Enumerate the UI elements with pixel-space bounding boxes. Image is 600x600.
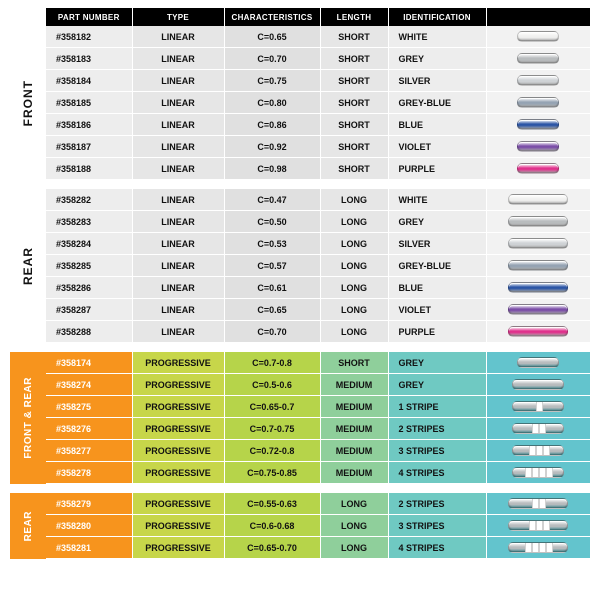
cell-identification: 3 STRIPES [388,515,486,537]
spring-stripe-icon [539,424,546,433]
cell-type: LINEAR [132,136,224,158]
cell-characteristics: C=0.86 [224,114,320,136]
cell-part-number: #358186 [46,114,132,136]
spring-swatch-icon [508,216,568,227]
cell-length: SHORT [320,26,388,48]
spring-swatch-icon [508,520,568,531]
cell-identification: WHITE [388,26,486,48]
spring-stripe-icon [525,543,532,552]
spring-swatch-icon [512,379,564,390]
group-side-label [10,26,46,180]
cell-identification: 4 STRIPES [388,462,486,484]
table-row [10,255,590,277]
cell-swatch [486,352,590,374]
spring-stripe-icon [536,521,543,530]
cell-characteristics: C=0.57 [224,255,320,277]
spring-swatch-icon [512,445,564,456]
cell-type: PROGRESSIVE [132,352,224,374]
spring-swatch-icon [517,31,559,42]
spring-stripe-icon [536,402,543,411]
spring-swatch-icon [517,53,559,64]
cell-identification: 1 STRIPE [388,396,486,418]
cell-length: MEDIUM [320,440,388,462]
cell-length: LONG [320,211,388,233]
group-side-label-box [10,352,46,484]
table-row [10,537,590,559]
table-row [10,418,590,440]
cell-length: MEDIUM [320,462,388,484]
spring-swatch-icon [508,194,568,205]
table-row [10,440,590,462]
cell-identification: BLUE [388,114,486,136]
spring-swatch-icon [512,401,564,412]
cell-characteristics: C=0.75 [224,70,320,92]
cell-type: PROGRESSIVE [132,374,224,396]
cell-type: PROGRESSIVE [132,493,224,515]
column-header-identification: IDENTIFICATION [388,8,486,26]
cell-part-number: #358187 [46,136,132,158]
cell-characteristics: C=0.47 [224,189,320,211]
cell-part-number: #358274 [46,374,132,396]
cell-characteristics: C=0.65 [224,299,320,321]
cell-swatch [486,321,590,343]
spring-swatch-icon [508,304,568,315]
cell-characteristics: C=0.72-0.8 [224,440,320,462]
spring-stripe-icon [546,468,553,477]
cell-swatch [486,440,590,462]
cell-length: LONG [320,493,388,515]
cell-length: MEDIUM [320,396,388,418]
table-header [10,8,590,26]
cell-type: LINEAR [132,211,224,233]
cell-length: LONG [320,233,388,255]
cell-characteristics: C=0.98 [224,158,320,180]
cell-length: LONG [320,299,388,321]
table-row [10,374,590,396]
cell-identification: SILVER [388,70,486,92]
cell-characteristics: C=0.65-0.70 [224,537,320,559]
table-row [10,462,590,484]
cell-type: PROGRESSIVE [132,462,224,484]
cell-part-number: #358285 [46,255,132,277]
cell-length: SHORT [320,352,388,374]
column-header-length: LENGTH [320,8,388,26]
cell-length: LONG [320,515,388,537]
cell-length: MEDIUM [320,374,388,396]
cell-type: LINEAR [132,255,224,277]
cell-characteristics: C=0.75-0.85 [224,462,320,484]
spring-swatch-icon [517,141,559,152]
cell-identification: GREY [388,374,486,396]
cell-length: LONG [320,255,388,277]
cell-part-number: #358276 [46,418,132,440]
spring-stripe-icon [525,468,532,477]
group-side-label-box [10,26,46,180]
spring-swatch-icon [517,357,559,368]
spring-swatch-icon [517,97,559,108]
cell-type: PROGRESSIVE [132,396,224,418]
group-side-label-box [10,189,46,343]
cell-characteristics: C=0.50 [224,211,320,233]
table-row [10,515,590,537]
cell-swatch [486,211,590,233]
cell-part-number: #358174 [46,352,132,374]
cell-swatch [486,515,590,537]
cell-part-number: #358278 [46,462,132,484]
cell-part-number: #358275 [46,396,132,418]
cell-length: LONG [320,277,388,299]
cell-identification: 4 STRIPES [388,537,486,559]
cell-identification: WHITE [388,189,486,211]
spring-stripe-icon [536,446,543,455]
cell-characteristics: C=0.70 [224,48,320,70]
cell-identification: BLUE [388,277,486,299]
cell-identification: 2 STRIPES [388,493,486,515]
cell-type: LINEAR [132,189,224,211]
cell-characteristics: C=0.92 [224,136,320,158]
group-spacer [10,343,590,353]
cell-part-number: #358283 [46,211,132,233]
table-row [10,299,590,321]
spring-swatch-icon [517,75,559,86]
cell-swatch [486,233,590,255]
cell-length: SHORT [320,158,388,180]
cell-type: PROGRESSIVE [132,515,224,537]
cell-identification: GREY-BLUE [388,255,486,277]
cell-characteristics: C=0.5-0.6 [224,374,320,396]
table-row [10,352,590,374]
cell-swatch [486,26,590,48]
cell-part-number: #358279 [46,493,132,515]
table-row [10,189,590,211]
group-spacer-cell [10,484,590,494]
cell-type: PROGRESSIVE [132,418,224,440]
cell-type: PROGRESSIVE [132,440,224,462]
cell-swatch [486,92,590,114]
spring-swatch-icon [508,542,568,553]
column-header-characteristics: CHARACTERISTICS [224,8,320,26]
cell-part-number: #358287 [46,299,132,321]
cell-swatch [486,70,590,92]
group-spacer [10,180,590,190]
cell-swatch [486,189,590,211]
cell-characteristics: C=0.7-0.75 [224,418,320,440]
cell-characteristics: C=0.61 [224,277,320,299]
cell-part-number: #358182 [46,26,132,48]
table-row [10,277,590,299]
cell-identification: SILVER [388,233,486,255]
spring-stripe-icon [532,468,539,477]
group-side-label [10,493,46,559]
spring-stripe-icon [539,468,546,477]
cell-type: LINEAR [132,321,224,343]
column-header-type: TYPE [132,8,224,26]
cell-characteristics: C=0.7-0.8 [224,352,320,374]
table-row [10,321,590,343]
cell-characteristics: C=0.6-0.68 [224,515,320,537]
cell-characteristics: C=0.80 [224,92,320,114]
cell-length: SHORT [320,48,388,70]
cell-swatch [486,493,590,515]
table-body [10,26,590,559]
cell-type: LINEAR [132,70,224,92]
cell-swatch [486,136,590,158]
table-row [10,396,590,418]
cell-identification: GREY [388,48,486,70]
spring-swatch-icon [508,282,568,293]
table-row [10,114,590,136]
group-spacer [10,484,590,494]
cell-part-number: #358286 [46,277,132,299]
table-row [10,92,590,114]
cell-type: LINEAR [132,277,224,299]
cell-length: SHORT [320,92,388,114]
cell-identification: GREY-BLUE [388,92,486,114]
table-row [10,211,590,233]
spring-stripe-icon [539,499,546,508]
cell-type: PROGRESSIVE [132,537,224,559]
spring-stripe-icon [543,446,550,455]
spring-stripe-icon [543,521,550,530]
spring-stripe-icon [532,499,539,508]
cell-identification: VIOLET [388,136,486,158]
cell-part-number: #358281 [46,537,132,559]
cell-swatch [486,418,590,440]
cell-part-number: #358280 [46,515,132,537]
spring-swatch-icon [508,326,568,337]
table-row [10,26,590,48]
cell-swatch [486,462,590,484]
cell-characteristics: C=0.65 [224,26,320,48]
cell-swatch [486,158,590,180]
cell-swatch [486,299,590,321]
cell-characteristics: C=0.55-0.63 [224,493,320,515]
cell-swatch [486,114,590,136]
cell-swatch [486,48,590,70]
spring-swatch-icon [508,498,568,509]
cell-swatch [486,374,590,396]
spring-spec-table [10,8,590,559]
group-side-label-text: FRONT [21,79,35,126]
cell-swatch [486,255,590,277]
spring-swatch-icon [517,119,559,130]
spring-stripe-icon [529,446,536,455]
cell-length: LONG [320,537,388,559]
cell-swatch [486,277,590,299]
cell-type: LINEAR [132,26,224,48]
table-row [10,233,590,255]
column-header-side [10,8,46,26]
table-row [10,493,590,515]
spring-swatch-icon [512,467,564,478]
group-side-label-text: REAR [21,246,35,285]
cell-swatch [486,537,590,559]
table-row [10,136,590,158]
cell-length: MEDIUM [320,418,388,440]
cell-identification: VIOLET [388,299,486,321]
group-side-label-text: REAR [22,510,34,541]
cell-identification: 2 STRIPES [388,418,486,440]
cell-part-number: #358288 [46,321,132,343]
column-header-swatch [486,8,590,26]
cell-characteristics: C=0.53 [224,233,320,255]
cell-characteristics: C=0.70 [224,321,320,343]
spring-swatch-icon [508,238,568,249]
cell-part-number: #358185 [46,92,132,114]
cell-length: SHORT [320,136,388,158]
cell-length: SHORT [320,70,388,92]
cell-part-number: #358277 [46,440,132,462]
cell-type: LINEAR [132,114,224,136]
cell-part-number: #358188 [46,158,132,180]
group-side-label-box [10,493,46,559]
cell-swatch [486,396,590,418]
cell-type: LINEAR [132,233,224,255]
table-row [10,158,590,180]
spring-swatch-icon [512,423,564,434]
group-side-label [10,352,46,484]
column-header-part-number: PART NUMBER [46,8,132,26]
spring-stripe-icon [532,543,539,552]
group-side-label-text: FRONT & REAR [22,376,34,459]
cell-part-number: #358184 [46,70,132,92]
cell-type: LINEAR [132,92,224,114]
table-row [10,48,590,70]
spring-swatch-icon [517,163,559,174]
cell-type: LINEAR [132,299,224,321]
cell-identification: PURPLE [388,158,486,180]
cell-identification: GREY [388,211,486,233]
group-side-label [10,189,46,343]
spring-stripe-icon [539,543,546,552]
cell-length: LONG [320,189,388,211]
cell-type: LINEAR [132,48,224,70]
cell-type: LINEAR [132,158,224,180]
cell-part-number: #358183 [46,48,132,70]
cell-identification: PURPLE [388,321,486,343]
spring-stripe-icon [529,521,536,530]
spring-stripe-icon [546,543,553,552]
cell-part-number: #358282 [46,189,132,211]
cell-part-number: #358284 [46,233,132,255]
cell-characteristics: C=0.65-0.7 [224,396,320,418]
cell-identification: GREY [388,352,486,374]
group-spacer-cell [10,180,590,190]
cell-identification: 3 STRIPES [388,440,486,462]
spring-stripe-icon [532,424,539,433]
cell-length: LONG [320,321,388,343]
cell-length: SHORT [320,114,388,136]
spring-swatch-icon [508,260,568,271]
table-row [10,70,590,92]
group-spacer-cell [10,343,590,353]
